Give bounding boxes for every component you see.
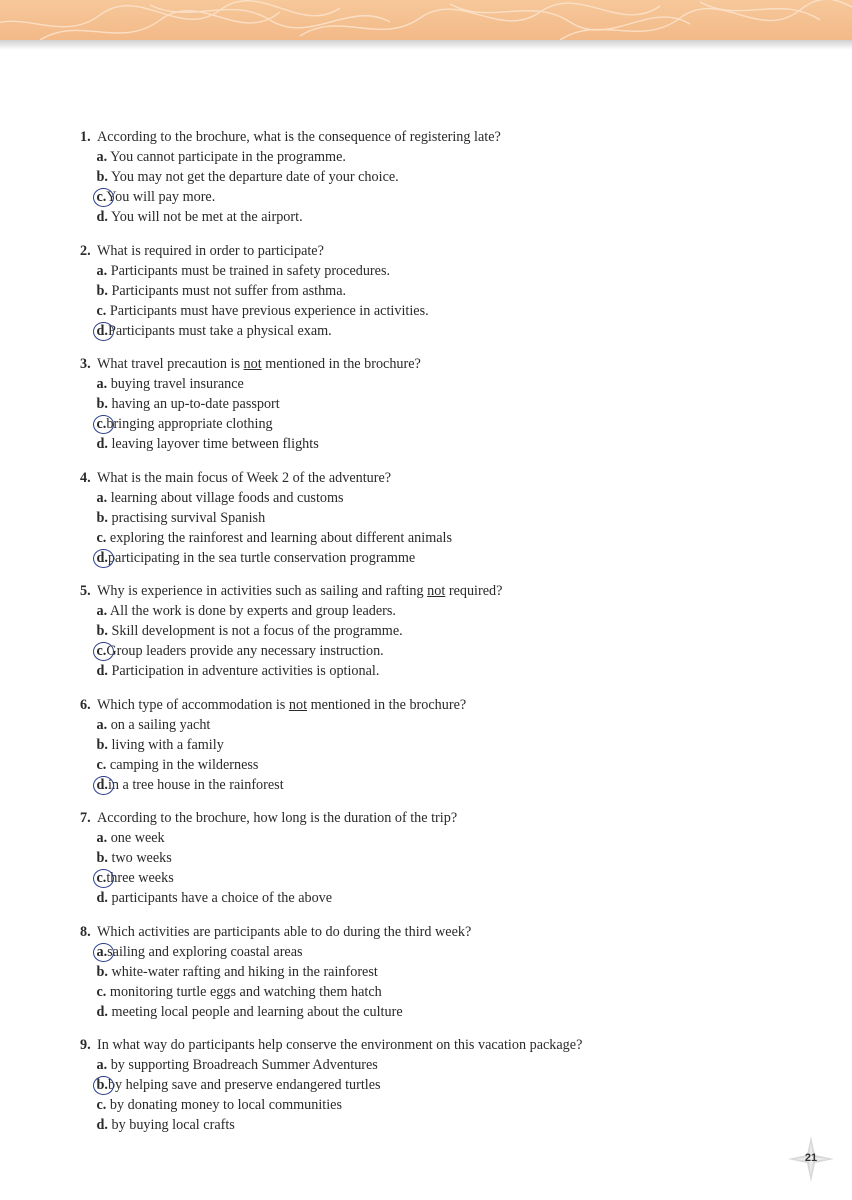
- option-text: bringing appropriate clothing: [106, 416, 273, 432]
- option-text: buying travel insurance: [110, 376, 244, 392]
- wave-pattern: [0, 0, 852, 40]
- option-text: Participants must not suffer from asthma.: [111, 282, 347, 299]
- answer-option: [80, 1002, 800, 1022]
- circled-option-letter: c.: [96, 189, 107, 205]
- option-text: Participants must take a physical exam.: [107, 322, 332, 339]
- circled-option-letter: c.: [96, 416, 107, 432]
- option-letter: b.: [96, 623, 108, 639]
- question-8: [80, 922, 800, 1022]
- option-letter: a.: [96, 489, 108, 506]
- answer-option: [80, 661, 800, 681]
- question-list: [80, 127, 800, 1149]
- answer-option: [80, 755, 800, 775]
- question-number: 9.: [80, 1037, 91, 1053]
- question-text-before: Which type of accommodation is: [97, 696, 289, 713]
- option-letter: d.: [96, 436, 108, 452]
- option-text: living with a family: [111, 736, 224, 753]
- question-text: Which activities are participants able to do during the third week?: [97, 923, 472, 940]
- option-text: You cannot participate in the programme.: [110, 149, 346, 165]
- answer-option: [80, 321, 800, 341]
- question-3: [80, 354, 800, 454]
- question-text: According to the brochure, what is the consequence of registering late?: [97, 129, 501, 145]
- circled-option-letter: a.: [96, 943, 108, 960]
- option-letter: c.: [96, 1097, 107, 1113]
- option-letter: b.: [96, 282, 108, 299]
- circled-option-letter: d.: [96, 322, 108, 339]
- answer-option: [80, 1115, 800, 1135]
- question-6: [80, 695, 800, 795]
- header-band: [0, 0, 852, 40]
- question-text-before: Why is experience in activities such as sailing and rafting: [97, 583, 428, 599]
- answer-option: [80, 1055, 800, 1075]
- answer-option: [80, 868, 800, 888]
- option-letter: c.: [96, 302, 107, 319]
- answer-option: [80, 167, 800, 187]
- question-stem: [80, 127, 800, 147]
- option-letter: d.: [96, 890, 108, 906]
- option-letter: d.: [96, 209, 108, 225]
- option-letter: d.: [96, 1117, 108, 1133]
- answer-option: [80, 848, 800, 868]
- answer-option: [80, 1075, 800, 1095]
- option-letter: a.: [96, 149, 108, 165]
- answer-option: [80, 528, 800, 548]
- question-number: 1.: [80, 129, 91, 145]
- question-stem: [80, 241, 800, 261]
- option-text: having an up-to-date passport: [111, 396, 280, 412]
- option-text: two weeks: [111, 850, 172, 866]
- question-stem: [80, 1035, 800, 1055]
- question-number: 4.: [80, 469, 91, 486]
- question-9: [80, 1035, 800, 1135]
- option-text: monitoring turtle eggs and watching them hatch: [109, 983, 382, 1000]
- option-text: sailing and exploring coastal areas: [107, 943, 303, 960]
- page-number: 21: [804, 1152, 818, 1164]
- question-stem: [80, 468, 800, 488]
- question-text: According to the brochure, how long is the duration of the trip?: [97, 810, 458, 826]
- option-text: Group leaders provide any necessary instruction.: [106, 643, 384, 659]
- question-5: [80, 581, 800, 681]
- question-2: [80, 241, 800, 341]
- question-1: [80, 127, 800, 227]
- question-text: [97, 583, 502, 599]
- option-letter: b.: [96, 396, 108, 412]
- circled-option-letter: b.: [96, 1077, 108, 1093]
- question-stem: [80, 581, 800, 601]
- option-letter: a.: [96, 1057, 108, 1073]
- answer-option: [80, 982, 800, 1002]
- question-number: 5.: [80, 583, 91, 599]
- option-letter: a.: [96, 830, 108, 846]
- option-text: leaving layover time between flights: [111, 436, 319, 452]
- circled-option-letter: d.: [96, 549, 108, 566]
- circled-option-letter: c.: [96, 643, 107, 659]
- question-stem: [80, 695, 800, 715]
- answer-option: [80, 434, 800, 454]
- answer-option: [80, 508, 800, 528]
- question-text-after: mentioned in the brochure?: [261, 356, 421, 372]
- question-text: [97, 356, 421, 372]
- answer-option: [80, 187, 800, 207]
- question-text-underlined: not: [427, 583, 446, 599]
- option-letter: c.: [96, 529, 107, 546]
- option-letter: b.: [96, 850, 108, 866]
- question-text-after: mentioned in the brochure?: [307, 696, 467, 713]
- option-text: practising survival Spanish: [111, 509, 266, 526]
- option-letter: a.: [96, 262, 108, 279]
- answer-option: [80, 548, 800, 568]
- answer-option: [80, 962, 800, 982]
- option-text: All the work is done by experts and group leaders.: [109, 603, 396, 619]
- question-number: 7.: [80, 810, 91, 826]
- answer-option: [80, 828, 800, 848]
- option-text: Participants must be trained in safety procedures.: [110, 262, 391, 279]
- answer-option: [80, 1095, 800, 1115]
- answer-option: [80, 488, 800, 508]
- answer-option: [80, 601, 800, 621]
- answer-option: [80, 207, 800, 227]
- answer-option: [80, 281, 800, 301]
- question-number: 8.: [80, 923, 91, 940]
- answer-option: [80, 888, 800, 908]
- option-text: Skill development is not a focus of the programme.: [111, 623, 403, 639]
- option-letter: d.: [96, 1003, 108, 1020]
- answer-option: [80, 641, 800, 661]
- option-text: You will not be met at the airport.: [110, 209, 303, 225]
- question-7: [80, 808, 800, 908]
- question-text-after: required?: [445, 583, 503, 599]
- option-letter: d.: [96, 663, 108, 679]
- option-letter: b.: [96, 169, 108, 185]
- option-letter: c.: [96, 983, 107, 1000]
- option-text: Participants must have previous experience in activities.: [109, 302, 429, 319]
- answer-option: [80, 621, 800, 641]
- question-text-underlined: not: [243, 356, 262, 372]
- answer-option: [80, 775, 800, 795]
- answer-option: [80, 715, 800, 735]
- option-text: camping in the wilderness: [109, 756, 259, 773]
- option-text: by buying local crafts: [111, 1117, 235, 1133]
- answer-option: [80, 261, 800, 281]
- question-stem: [80, 808, 800, 828]
- option-text: Participation in adventure activities is optional.: [111, 663, 380, 679]
- answer-option: [80, 374, 800, 394]
- option-text: You will pay more.: [106, 189, 216, 205]
- question-text: [97, 697, 466, 713]
- option-letter: a.: [96, 716, 108, 733]
- option-letter: b.: [96, 509, 108, 526]
- option-text: on a sailing yacht: [110, 716, 211, 733]
- question-stem: [80, 922, 800, 942]
- circled-option-letter: c.: [96, 870, 107, 886]
- question-number: 6.: [80, 696, 91, 713]
- option-text: meeting local people and learning about the culture: [111, 1003, 403, 1020]
- option-letter: a.: [96, 376, 108, 392]
- option-text: by donating money to local communities: [109, 1097, 342, 1113]
- answer-option: [80, 942, 800, 962]
- answer-option: [80, 394, 800, 414]
- question-text-before: What travel precaution is: [97, 356, 244, 372]
- question-text: What is required in order to participate?: [97, 242, 324, 259]
- option-text: white-water rafting and hiking in the rainforest: [111, 963, 378, 980]
- option-text: one week: [110, 830, 165, 846]
- option-letter: b.: [96, 736, 108, 753]
- page-number-badge: [788, 1136, 834, 1182]
- answer-option: [80, 414, 800, 434]
- answer-option: [80, 301, 800, 321]
- option-letter: a.: [96, 603, 108, 619]
- option-text: learning about village foods and customs: [110, 489, 344, 506]
- question-number: 2.: [80, 242, 91, 259]
- question-text-underlined: not: [288, 696, 308, 713]
- option-text: by supporting Broadreach Summer Adventures: [110, 1057, 378, 1073]
- option-text: exploring the rainforest and learning about different animals: [109, 529, 452, 546]
- option-text: participating in the sea turtle conservation programme: [107, 549, 416, 566]
- option-text: by helping save and preserve endangered turtles: [107, 1077, 381, 1093]
- question-4: [80, 468, 800, 568]
- answer-option: [80, 147, 800, 167]
- header-shadow: [0, 40, 852, 50]
- circled-option-letter: d.: [96, 776, 108, 793]
- option-text: in a tree house in the rainforest: [107, 776, 284, 793]
- answer-option: [80, 735, 800, 755]
- option-text: participants have a choice of the above: [111, 890, 333, 906]
- option-letter: b.: [96, 963, 108, 980]
- option-text: three weeks: [106, 870, 174, 886]
- option-letter: c.: [96, 756, 107, 773]
- option-text: You may not get the departure date of your choice.: [110, 169, 399, 185]
- question-number: 3.: [80, 356, 91, 372]
- question-text: In what way do participants help conserve the environment on this vacation package?: [97, 1037, 583, 1053]
- question-stem: [80, 354, 800, 374]
- question-text: What is the main focus of Week 2 of the adventure?: [97, 469, 392, 486]
